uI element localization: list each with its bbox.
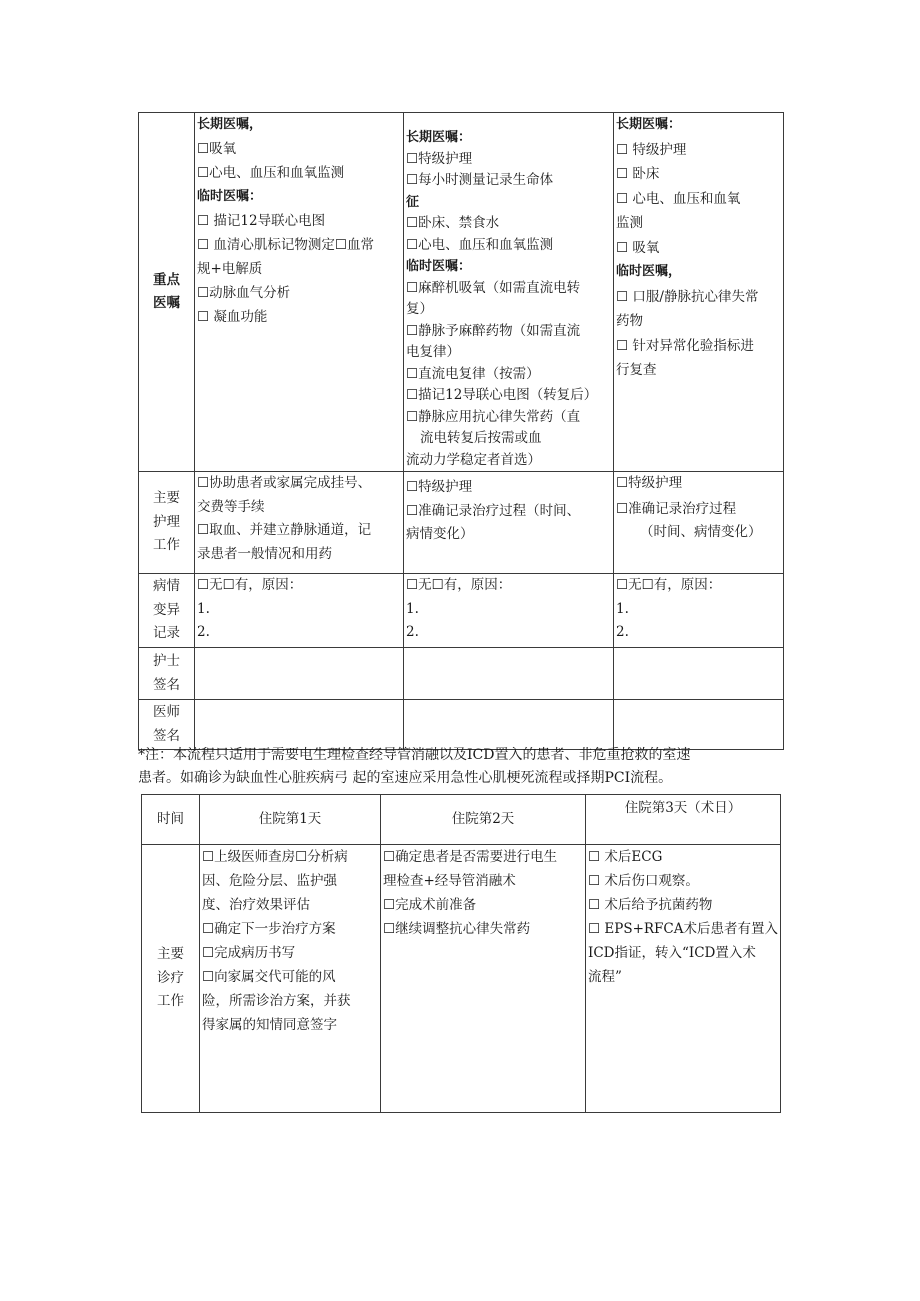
- nursing-day3-cell: ☐特级护理 ☐准确记录治疗过程 （时间、病情变化）: [614, 472, 784, 574]
- table2-header-row: [142, 795, 781, 845]
- header-time: 时间: [142, 795, 200, 845]
- orders-row: [139, 113, 784, 472]
- main-work-row: [142, 845, 781, 1113]
- work-day1-cell: ☐上级医师查房☐分析病 因、危险分层、监护强 度、治疗效果评估 ☐确定下一步治疗方案 ☐完成病历书写 ☐向家属交代可能的风 险，所需诊治方案，并获 得家属的知情同意签字: [200, 845, 381, 1113]
- doctor-signature-row: [139, 700, 784, 750]
- nurse-signature-day3[interactable]: [614, 648, 784, 700]
- doctor-signature-day3[interactable]: [614, 700, 784, 750]
- work-day2-cell: ☐确定患者是否需要进行电生 理检查+经导管消融术 ☐完成术前准备 ☐继续调整抗心律失常药: [381, 845, 586, 1113]
- nursing-day2-cell: ☐特级护理 ☐准确记录治疗过程（时间、 病情变化）: [404, 472, 614, 574]
- orders-day2-cell: 长期医嘱： ☐特级护理 ☐每小时测量记录生命体 征 ☐卧床、禁食水 ☐心电、血压和血氧监测 临时医嘱： ☐麻醉机吸氧（如需直流电转 复） ☐静脉予麻醉药物（如需直流 电复律） ☐直流电复律（按需） ☐描记12导联心电图（转复后） ☐静脉应用抗心律失常药（直 流电转复后按需或血 流动力学稳定者首选）: [404, 113, 614, 472]
- nurse-signature-label: 护士 签名: [139, 648, 195, 700]
- footnote-line-1: *注：本流程只适用于需要电生理检查经导管消融以及ICD置入的患者、非危重抢救的室速: [138, 747, 691, 763]
- nursing-day1-cell: ☐协助患者或家属完成挂号、 交费等手续 ☐取血、并建立静脉通道，记 录患者一般情况和用药: [195, 472, 404, 574]
- nurse-signature-day2[interactable]: [404, 648, 614, 700]
- header-day1: 住院第1天: [200, 795, 381, 845]
- nursing-row: [139, 472, 784, 574]
- variance-day2-cell: ☐无☐有，原因： 1. 2.: [404, 574, 614, 648]
- doctor-signature-label: 医师 签名: [139, 700, 195, 750]
- main-work-label: 主要 诊疗 工作: [142, 845, 200, 1113]
- orders-day3-cell: 长期医嘱： ☐ 特级护理 ☐ 卧床 ☐ 心电、血压和血氧 监测 ☐ 吸氧 临时医嘱， ☐ 口服/静脉抗心律失常 药物 ☐ 针对异常化验指标进 行复查: [614, 113, 784, 472]
- orders-label: 重点 医嘱: [139, 113, 195, 472]
- variance-day3-cell: ☐无☐有，原因： 1. 2.: [614, 574, 784, 648]
- nursing-label: 主要 护理 工作: [139, 472, 195, 574]
- nurse-signature-day1[interactable]: [195, 648, 404, 700]
- footnote-line-2: 患者。如确诊为缺血性心脏疾病弓 起的室速应采用急性心肌梗死流程或择期PCI流程。: [138, 770, 673, 786]
- variance-label: 病情 变异 记录: [139, 574, 195, 648]
- footnote: [138, 744, 798, 790]
- variance-day1-cell: ☐无☐有，原因： 1. 2.: [195, 574, 404, 648]
- variance-row: [139, 574, 784, 648]
- pathway-table-2: [141, 794, 781, 1113]
- header-day3: 住院第3天（术日）: [586, 795, 781, 845]
- orders-day1-cell: 长期医嘱， ☐吸氧 ☐心电、血压和血氧监测 临时医嘱： ☐ 描记12导联心电图 ☐ 血清心肌标记物测定☐血常 规+电解质 ☐动脉血气分析 ☐ 凝血功能: [195, 113, 404, 472]
- header-day2: 住院第2天: [381, 795, 586, 845]
- nurse-signature-row: [139, 648, 784, 700]
- work-day3-cell: ☐ 术后ECG ☐ 术后伤口观察。 ☐ 术后给予抗菌药物 ☐ EPS+RFCA术后患者有置入 ICD指证，转入“ICD置入术 流程”: [586, 845, 781, 1113]
- doctor-signature-day2[interactable]: [404, 700, 614, 750]
- pathway-table-1: [138, 112, 784, 750]
- doctor-signature-day1[interactable]: [195, 700, 404, 750]
